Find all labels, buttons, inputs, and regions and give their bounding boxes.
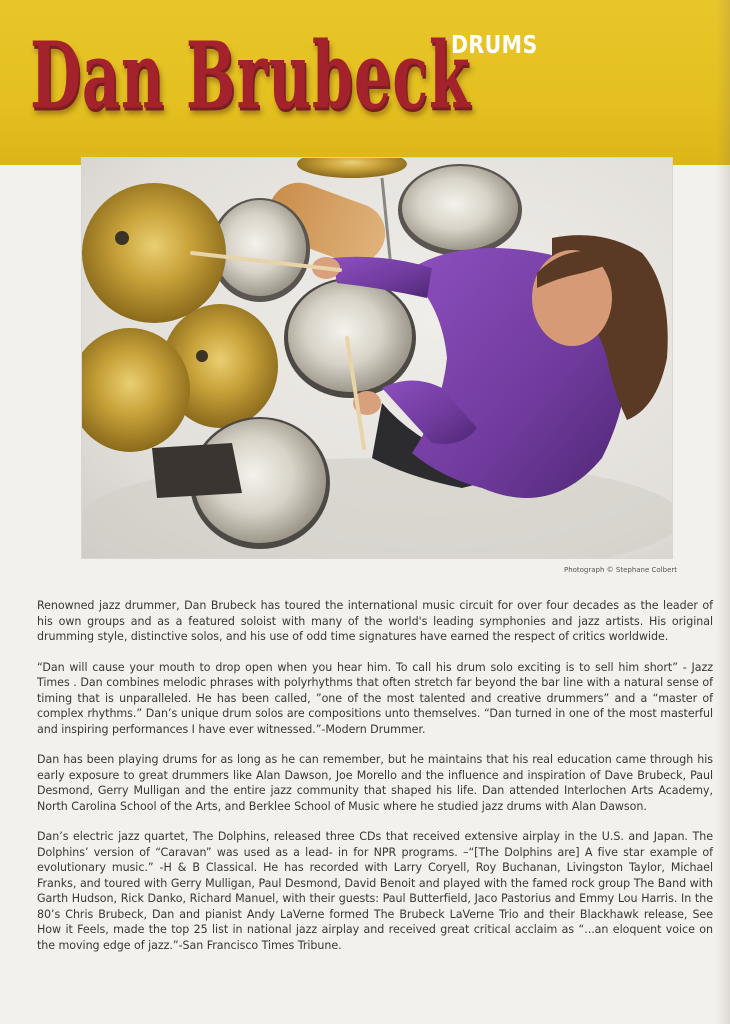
page-edge-shadow	[716, 0, 730, 1024]
paragraph-intro: Renowned jazz drummer, Dan Brubeck has toured the international music circuit for over four decades as the leader of his own groups and as a featured soloist with many of the world's leading symphonies and jazz artists. His original drumming style, distinctive solos, and his use of odd time signatures have earned the respect of critics worldwide.	[37, 599, 713, 643]
article-body	[37, 598, 713, 968]
header-banner	[0, 0, 730, 165]
drummer-photo-icon	[82, 158, 672, 558]
paragraph-education: Dan has been playing drums for as long as he can remember, but he maintains that his real education came through his early exposure to great drummers like Alan Dawson, Joe Morello and the influence and inspiration of Dave Brubeck, Paul Desmond, Gerry Mulligan and the entire jazz community that shaped his life. Dan attended Interlochen Arts Academy, North Carolina School of the Arts, and Berklee School of Music where he studied jazz drums with Alan Dawson.	[37, 753, 713, 813]
paragraph-dolphins: Dan’s electric jazz quartet, The Dolphins, released three CDs that received extensive airplay in the U.S. and Japan. The Dolphins’ version of “Caravan” was used as a lead- in for NPR programs. –“[The Dolphins are] A five star example of evolutionary music.” -H & B Classical. He has recorded with Larry Coryell, Roy Buchanan, Livingston Taylor, Michael Franks, and toured with Gerry Mulligan, Paul Desmond, David Benoit and played with the famed rock group The Band with Garth Hudson, Rick Danko, Richard Manuel, with their guests: Paul Butterfield, Jaco Pastorius and Emmy Lou Harris. In the 80’s Chris Brubeck, Dan and pianist Andy LaVerne formed The Brubeck LaVerne Trio and their Blackhawk release, See How it Feels, made the top 25 list in national jazz airplay and received great critical acclaim as “...an eloquent voice on the moving edge of jazz.”-San Francisco Times Tribune.	[37, 830, 713, 952]
photo-credit: Photograph © Stephane Colbert	[563, 566, 677, 574]
paragraph-quotes: “Dan will cause your mouth to drop open when you hear him. To call his drum solo exciting is to sell him short” - Jazz Times . Dan combines melodic phrases with polyrhythms that often stretch far beyond the bar line with a natural sense of timing that is unparalleled. He has been called, ”one of the most talented and creative drummers” and a “master of complex rhythms.” Dan’s unique drum solos are compositions unto themselves. “Dan turned in one of the most masterful and inspiring performances I have ever witnessed.”-Modern Drummer.	[37, 660, 713, 736]
page-subtitle: DRUMS	[451, 30, 538, 59]
page-title: Dan Brubeck	[30, 22, 471, 130]
drummer-photo	[82, 158, 672, 558]
